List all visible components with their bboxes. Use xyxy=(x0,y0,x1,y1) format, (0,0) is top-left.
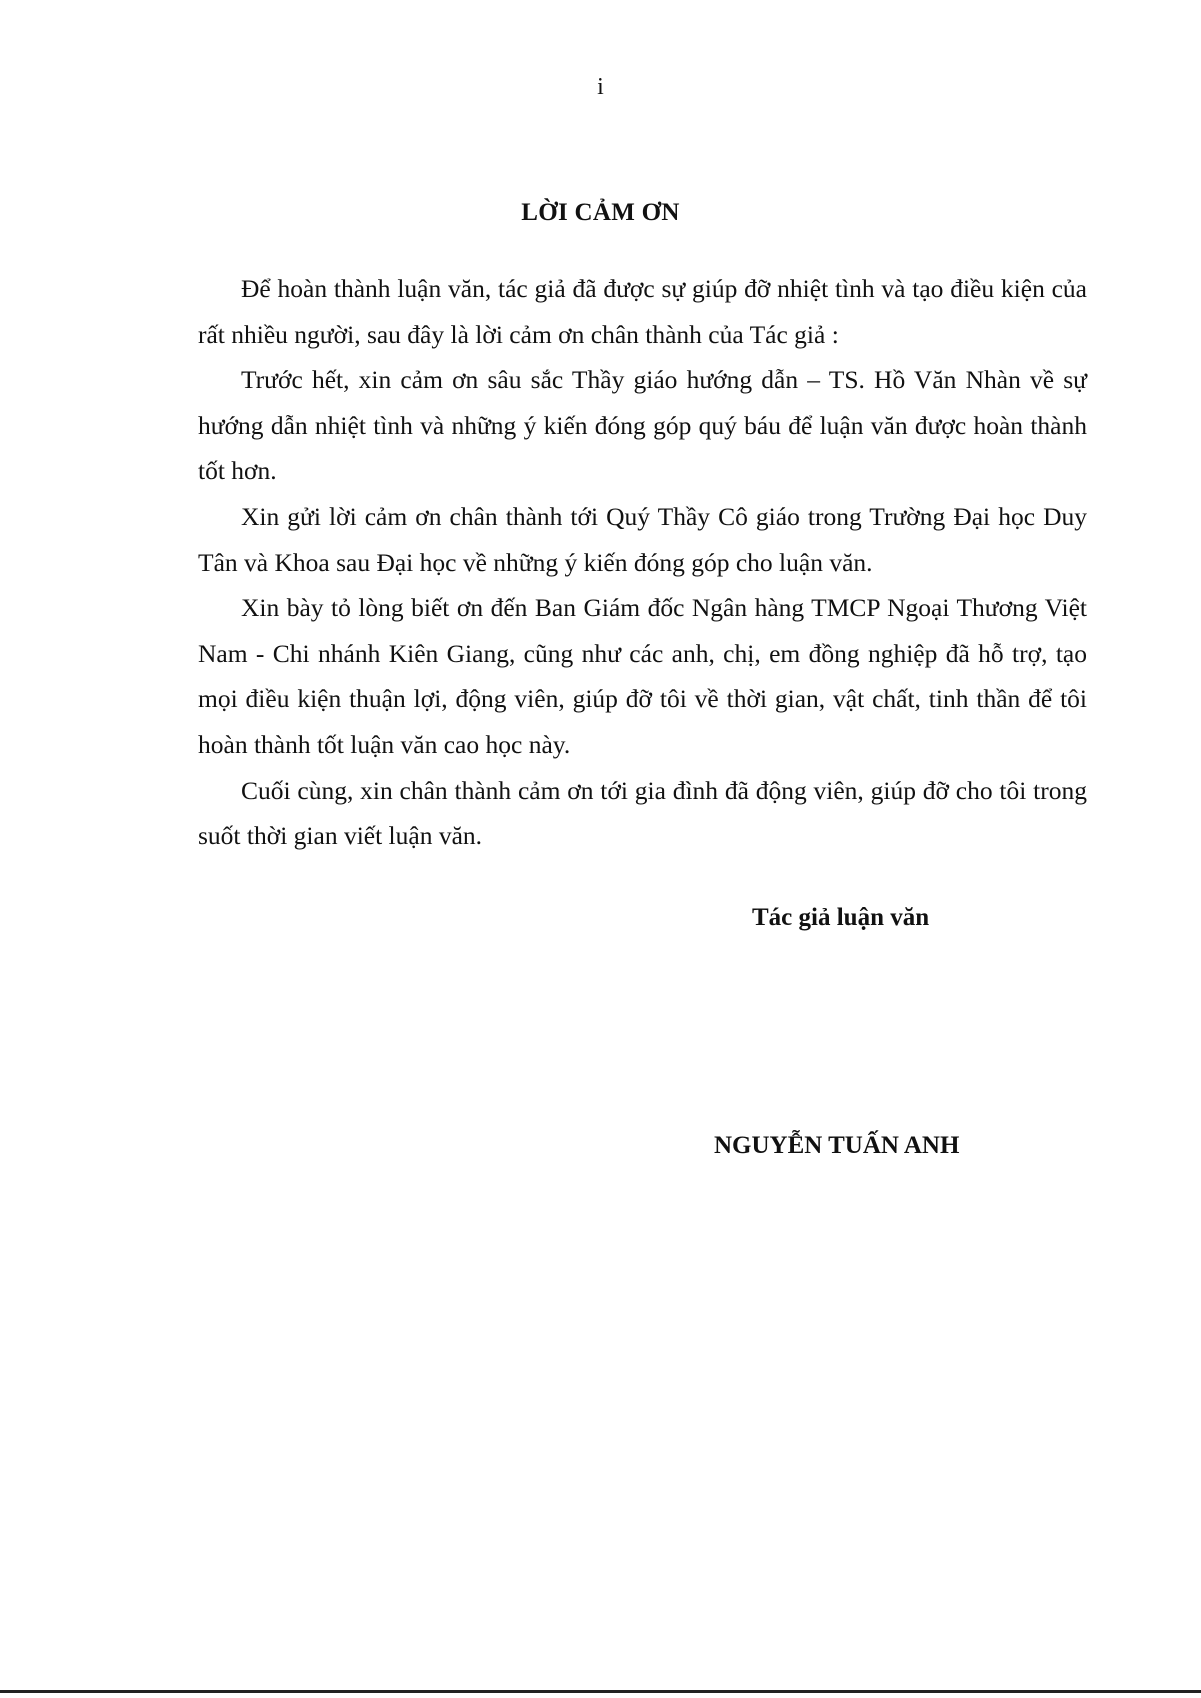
page-title: LỜI CẢM ƠN xyxy=(521,199,680,226)
paragraph-family: Cuối cùng, xin chân thành cảm ơn tới gia đình đã động viên, giúp đỡ cho tôi trong suốt thời gian viết luận văn. xyxy=(198,775,1087,851)
paragraph-intro: Để hoàn thành luận văn, tác giả đã được sự giúp đỡ nhiệt tình và tạo điều kiện của rất nhiều người, sau đây là lời cảm ơn chân thành của Tác giả : xyxy=(198,274,1087,349)
author-label: Tác giả luận văn xyxy=(752,904,930,931)
paragraph-bank: Xin bày tỏ lòng biết ơn đến Ban Giám đốc Ngân hàng TMCP Ngoại Thương Việt Nam - Chi nhánh Kiên Giang, cũng như các anh, chị, em đồng nghiệp đã hỗ trợ, tạo mọi điều kiện thuận lợi, động viên, giúp đỡ tôi về thời gian, vật chất, tinh thần để tôi hoàn thành tốt luận văn cao học này. xyxy=(198,593,1087,759)
bottom-divider xyxy=(0,1690,1201,1693)
paragraph-advisor: Trước hết, xin cảm ơn sâu sắc Thầy giáo hướng dẫn – TS. Hồ Văn Nhàn về sự hướng dẫn nhiệt tình và những ý kiến đóng góp quý báu để luận văn được hoàn thành tốt hơn. xyxy=(198,365,1087,486)
acknowledgement-body xyxy=(198,266,1087,859)
author-name: NGUYỄN TUẤN ANH xyxy=(714,1132,960,1159)
paragraph-faculty: Xin gửi lời cảm ơn chân thành tới Quý Thầy Cô giáo trong Trường Đại học Duy Tân và Khoa sau Đại học về những ý kiến đóng góp cho luận văn. xyxy=(198,501,1087,577)
page-number: i xyxy=(597,74,604,100)
